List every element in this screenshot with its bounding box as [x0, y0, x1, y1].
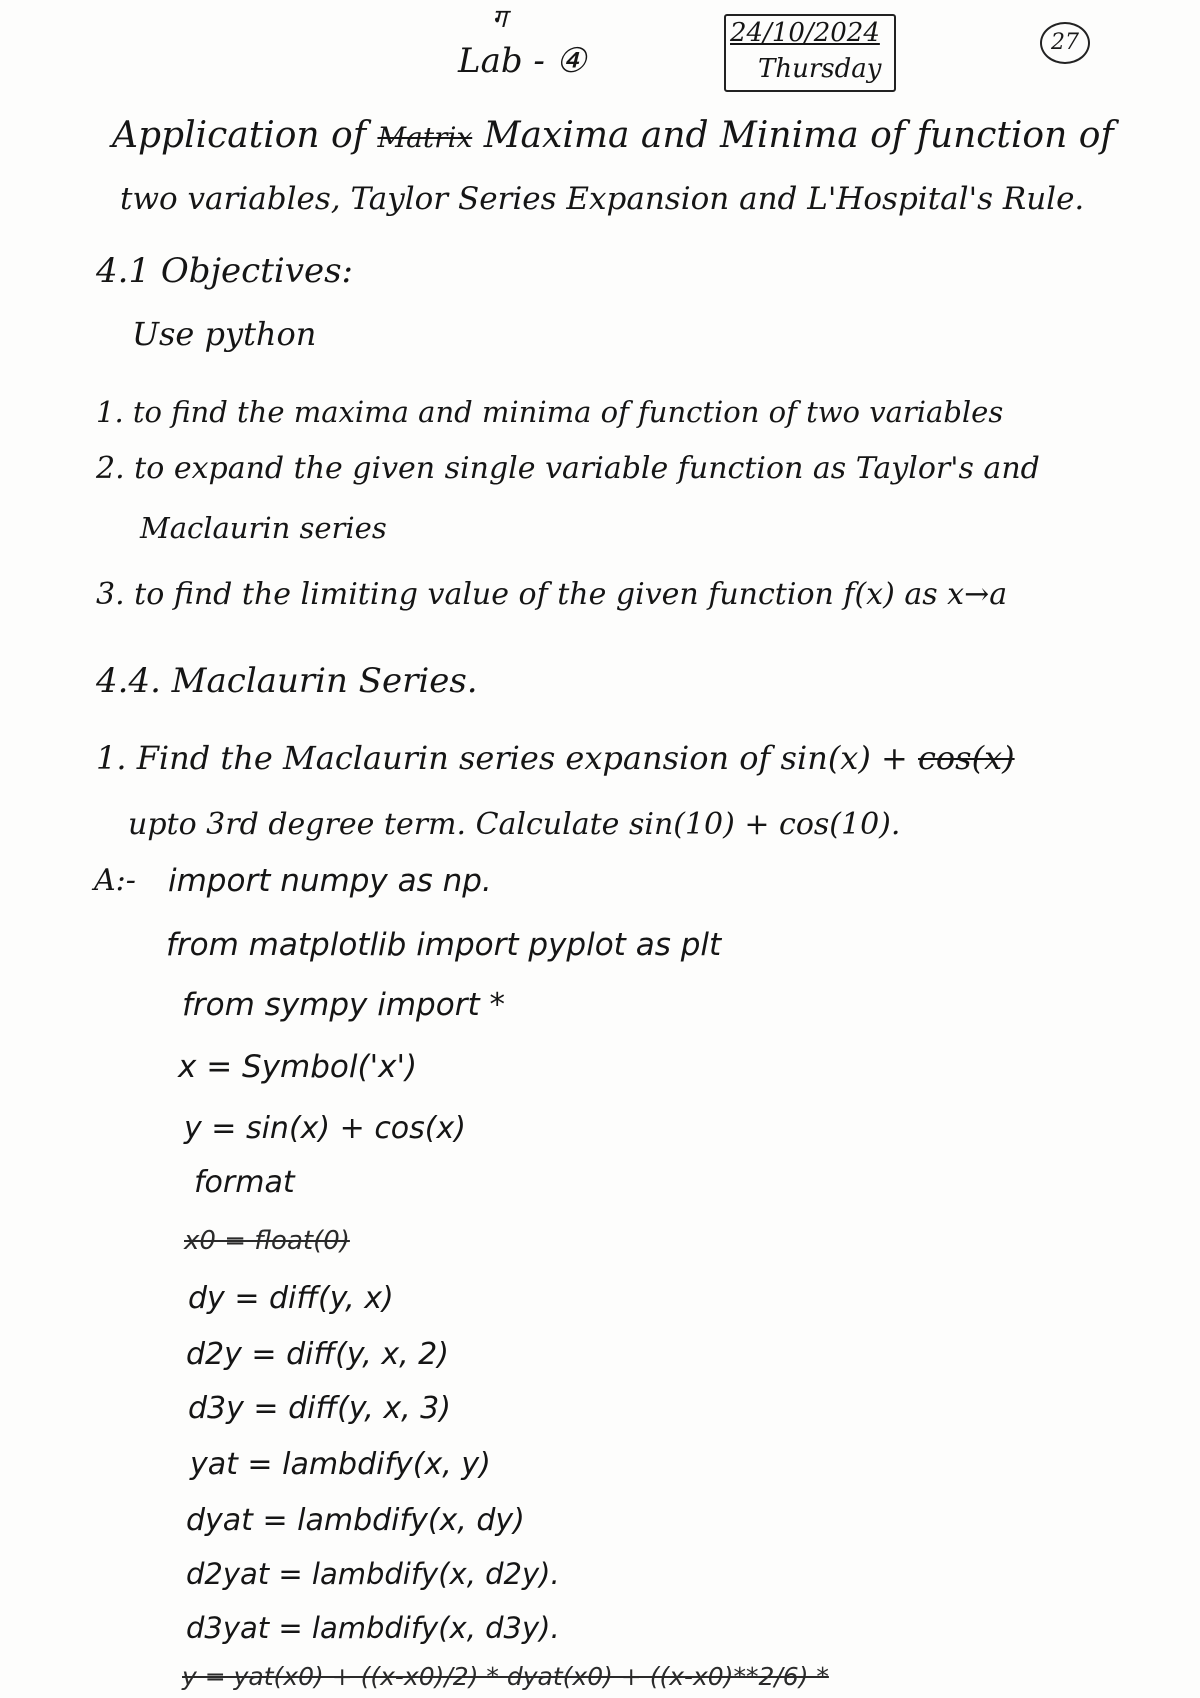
code-line: dy = diff(y, x) — [188, 1281, 394, 1316]
objectives-intro: Use python — [132, 315, 317, 353]
code-line: d3yat = lambdify(x, d3y). — [186, 1611, 560, 1645]
page-number-circle — [1040, 22, 1090, 64]
objective-item-1: 1. to find the maxima and minima of function of two variables — [96, 395, 1004, 429]
page-number: 27 — [1051, 30, 1079, 55]
title-line-1 — [112, 115, 1114, 156]
answer-label: A:- — [94, 863, 136, 898]
objective-item-3: 3. to find the limiting value of the given function f(x) as x→a — [96, 577, 1008, 612]
code-line: import numpy as np. — [168, 863, 492, 899]
title-line-1-post: Maxima and Minima of function of — [483, 115, 1114, 156]
title-struck-word: Matrix — [377, 121, 473, 154]
title-line-1-pre: Application of — [112, 115, 367, 156]
header-initials: ग — [492, 4, 507, 34]
code-line: from sympy import * — [182, 987, 505, 1023]
lab-title: Lab - ④ — [458, 41, 587, 81]
code-line: d2yat = lambdify(x, d2y). — [186, 1557, 560, 1591]
question-line-2: upto 3rd degree term. Calculate sin(10) + cos(10). — [128, 807, 901, 842]
section-heading: 4.4. Maclaurin Series. — [96, 661, 478, 701]
code-line: x0 = float(0) — [184, 1226, 350, 1256]
code-line: format — [194, 1165, 295, 1200]
question-struck-term: cos(x) — [917, 739, 1015, 777]
code-line: x = Symbol('x') — [178, 1049, 418, 1085]
objective-item-2-cont: Maclaurin series — [140, 511, 387, 545]
code-line: dyat = lambdify(x, dy) — [186, 1503, 525, 1538]
code-line: y = sin(x) + cos(x) — [184, 1111, 466, 1146]
date-text: 24/10/2024 — [730, 18, 880, 48]
objective-item-2: 2. to expand the given single variable function as Taylor's and — [96, 451, 1040, 486]
question-line-1 — [96, 739, 1015, 777]
code-line: d2y = diff(y, x, 2) — [186, 1337, 449, 1372]
code-line: yat = lambdify(x, y) — [190, 1447, 491, 1482]
code-line: d3y = diff(y, x, 3) — [188, 1391, 451, 1426]
code-line: y = yat(x0) + ((x-x0)/2) * dyat(x0) + ((x-x0)**2/6) * — [182, 1662, 829, 1691]
objectives-heading: 4.1 Objectives: — [96, 251, 353, 291]
question-line-1-pre: 1. Find the Maclaurin series expansion of sin(x) + — [96, 739, 908, 777]
title-line-2: two variables, Taylor Series Expansion and L'Hospital's Rule. — [120, 181, 1085, 217]
code-line: from matplotlib import pyplot as plt — [166, 927, 722, 963]
day-text: Thursday — [758, 54, 882, 84]
